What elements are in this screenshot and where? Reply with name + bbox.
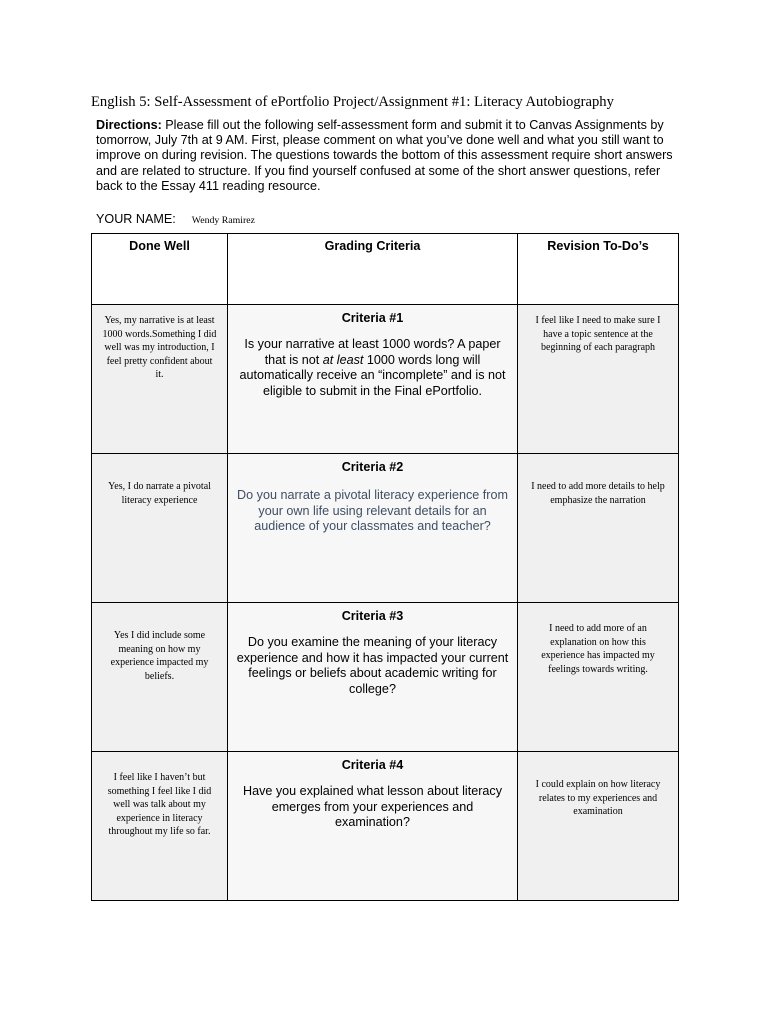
done-well-text: Yes, my narrative is at least 1000 words.Something I did well was my introduction, I feel pretty confident about it. xyxy=(102,315,217,380)
criteria-title: Criteria #1 xyxy=(341,311,404,325)
done-well-cell[interactable] xyxy=(92,305,228,454)
criteria-question xyxy=(228,337,517,399)
done-well-text: I feel like I haven’t but something I feel like I did well was talk about my experience in literacy throughout my life so far. xyxy=(107,772,212,837)
criteria-cell xyxy=(228,454,518,603)
criteria-title: Criteria #2 xyxy=(341,460,404,474)
revision-text: I feel like I need to make sure I have a topic sentence at the beginning of each paragraph xyxy=(535,315,661,353)
table-row xyxy=(92,752,679,901)
criteria-cell xyxy=(228,603,518,752)
done-well-cell[interactable] xyxy=(92,454,228,603)
directions-label: Directions: xyxy=(96,118,162,132)
criteria-question: Do you narrate a pivotal literacy experience from your own life using relevant details for an audience of your classmates and teacher? xyxy=(237,488,508,534)
name-field[interactable]: Wendy Ramirez xyxy=(191,215,255,226)
criteria-title: Criteria #4 xyxy=(341,758,404,772)
table-header-row xyxy=(92,234,679,305)
directions-paragraph xyxy=(96,118,686,194)
criteria-question-part: Is your narrative at least 1000 words? A paper that is not xyxy=(244,337,501,367)
done-well-cell[interactable] xyxy=(92,603,228,752)
criteria-cell xyxy=(228,752,518,901)
revision-text: I need to add more of an explanation on how this experience has impacted my feelings towards writing. xyxy=(541,623,655,675)
table-row xyxy=(92,603,679,752)
directions-text: Please fill out the following self-assessment form and submit it to Canvas Assignments by tomorrow, July 7th at 9 AM. First, please comment on what you’ve done well and what you still want to improve on during revision. The questions towards the bottom of this assessment require short answers and are related to structure. If you find yourself confused at some of the short answer questions, refer back to the Essay 411 reading resource. xyxy=(96,118,673,193)
criteria-cell xyxy=(228,305,518,454)
name-label: YOUR NAME: xyxy=(96,212,176,226)
revision-cell[interactable] xyxy=(518,603,679,752)
page-title: English 5: Self-Assessment of ePortfolio Project/Assignment #1: Literacy Autobiography xyxy=(91,94,614,110)
criteria-question-part: 1000 words long will automatically receive an “incomplete” and is not eligible to submit in the Final ePortfolio. xyxy=(239,352,506,398)
table-row xyxy=(92,305,679,454)
revision-text: I need to add more details to help emphasize the narration xyxy=(531,481,665,506)
done-well-text: Yes I did include some meaning on how my experience impacted my beliefs. xyxy=(110,630,209,682)
header-revision-todos: Revision To-Do’s xyxy=(518,234,679,305)
revision-cell[interactable] xyxy=(518,305,679,454)
header-grading-criteria: Grading Criteria xyxy=(228,234,518,305)
criteria-question: Do you examine the meaning of your literacy experience and how it has impacted your current feelings or beliefs about academic writing for college? xyxy=(236,635,509,696)
done-well-text: Yes, I do narrate a pivotal literacy experience xyxy=(108,481,211,506)
table-row xyxy=(92,454,679,603)
criteria-title: Criteria #3 xyxy=(341,609,404,623)
revision-text: I could explain on how literacy relates to my experiences and examination xyxy=(535,779,661,817)
revision-cell[interactable] xyxy=(518,454,679,603)
revision-cell[interactable] xyxy=(518,752,679,901)
self-assessment-table xyxy=(91,233,679,901)
name-row xyxy=(96,210,255,228)
done-well-cell[interactable] xyxy=(92,752,228,901)
header-done-well: Done Well xyxy=(92,234,228,305)
criteria-question-emphasis: at least xyxy=(322,352,364,367)
criteria-question: Have you explained what lesson about literacy emerges from your experiences and examination? xyxy=(242,784,503,830)
